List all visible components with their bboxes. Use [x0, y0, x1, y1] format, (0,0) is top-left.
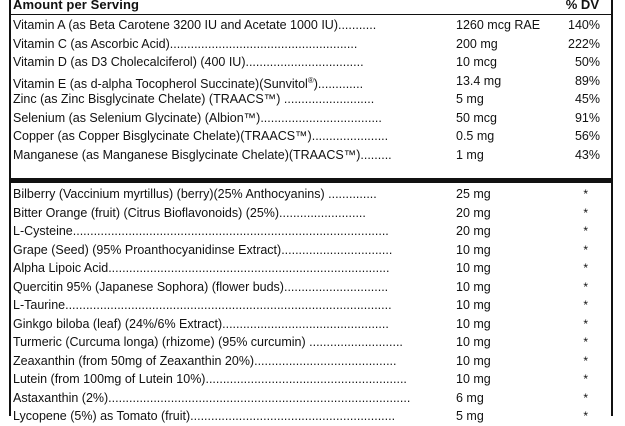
ingredient-name	[13, 222, 389, 240]
vitamin-row	[11, 146, 611, 165]
ingredient-name-text: Lycopene (5%) as Tomato (fruit)...........................................................	[13, 409, 396, 423]
ingredient-name	[13, 53, 364, 71]
ingredient-row	[11, 185, 611, 204]
ingredient-daily-value: 140%	[568, 18, 600, 32]
ingredient-amount: 10 mg	[456, 335, 491, 349]
ingredient-daily-value: 43%	[574, 147, 600, 162]
ingredient-row	[11, 259, 611, 278]
ingredient-amount: 10 mg	[456, 316, 491, 331]
registered-mark: ®	[307, 75, 314, 85]
ingredient-amount: 10 mg	[456, 242, 491, 257]
ingredient-name	[13, 16, 376, 34]
ingredient-name-text: Vitamin C (as Ascorbic Acid)......................................................	[13, 36, 358, 51]
ingredient-daily-value: *	[583, 353, 588, 368]
ingredient-name	[13, 127, 388, 145]
ingredient-name-text: Lutein (from 100mg of Lutein 10%)..........................................................	[13, 372, 407, 386]
ingredient-name-text: Turmeric (Curcuma longa) (rhizome) (95% curcumin) ...........................	[13, 335, 403, 349]
ingredient-name-text: Alpha Lipoic Acid.................................................................................	[13, 261, 390, 275]
ingredient-name-text: Bitter Orange (fruit) (Citrus Bioflavonoids) (25%).........................	[13, 205, 366, 220]
ingredient-name-text: Bilberry (Vaccinium myrtillus) (berry)(25% Anthocyanins) ..............	[13, 187, 377, 201]
supplement-facts-panel	[9, 0, 613, 423]
ingredient-amount: 1 mg	[456, 147, 484, 162]
ingredient-name-text: Quercitin 95% (Japanese Sophora) (flower buds)..............................	[13, 279, 389, 294]
ingredient-row	[11, 389, 611, 408]
vitamin-row	[11, 90, 611, 109]
vitamins-section	[11, 16, 611, 164]
ingredient-name-suffix: ).............	[313, 76, 364, 91]
other-ingredients-section	[11, 185, 611, 426]
ingredient-daily-value: *	[583, 316, 588, 331]
ingredient-daily-value: *	[583, 335, 588, 349]
ingredient-daily-value: 50%	[574, 55, 600, 69]
ingredient-daily-value: *	[583, 298, 588, 312]
vitamin-row	[11, 72, 611, 91]
ingredient-name-text: L-Taurine..............................................................................................	[13, 298, 392, 312]
ingredient-row	[11, 407, 611, 426]
vitamin-row	[11, 53, 611, 72]
ingredient-daily-value: 222%	[568, 36, 600, 51]
ingredient-row	[11, 222, 611, 241]
ingredient-row	[11, 241, 611, 260]
ingredient-amount: 200 mg	[456, 36, 498, 51]
ingredient-row	[11, 370, 611, 389]
ingredient-daily-value: 91%	[574, 110, 600, 125]
ingredient-name-text: L-Cysteine...........................................................................................	[13, 224, 389, 238]
ingredient-daily-value: *	[583, 372, 588, 386]
ingredient-name-text: Ginkgo biloba (leaf) (24%/6% Extract)................................................	[13, 316, 389, 331]
ingredient-name-text: Selenium (as Selenium Glycinate) (Albion™)...................................	[13, 110, 382, 125]
ingredient-name-text: Vitamin E (as d-alpha Tocopherol Succinate)(Sunvitol	[13, 76, 308, 91]
ingredient-name-text: Zeaxanthin (from 50mg of Zeaxanthin 20%).........................................	[13, 353, 397, 368]
vitamin-row	[11, 127, 611, 146]
ingredient-name	[13, 185, 377, 203]
ingredient-amount: 10 mg	[456, 298, 491, 312]
ingredient-amount: 0.5 mg	[456, 129, 495, 143]
ingredient-row	[11, 204, 611, 223]
ingredient-name-text: Grape (Seed) (95% Proanthocyanidinse Extract)................................	[13, 242, 393, 257]
ingredient-daily-value: 45%	[574, 92, 600, 106]
vitamin-row	[11, 35, 611, 54]
ingredient-name	[13, 35, 357, 53]
ingredient-amount: 20 mg	[456, 224, 491, 238]
ingredient-amount: 5 mg	[456, 409, 484, 423]
ingredient-name-text: Zinc (as Zinc Bisglycinate Chelate) (TRAACS™) ..........................	[13, 92, 375, 106]
ingredient-daily-value: *	[583, 261, 588, 275]
ingredient-amount: 10 mcg	[456, 55, 497, 69]
ingredient-name	[13, 407, 395, 425]
ingredient-row	[11, 296, 611, 315]
ingredient-name	[13, 90, 374, 108]
ingredient-name	[13, 352, 396, 370]
ingredient-name	[13, 333, 403, 351]
ingredient-name	[13, 241, 392, 259]
ingredient-row	[11, 352, 611, 371]
ingredient-row	[11, 333, 611, 352]
ingredient-amount: 1260 mcg RAE	[456, 18, 541, 32]
ingredient-name-text: Vitamin D (as D3 Cholecalciferol) (400 IU)..................................	[13, 55, 364, 69]
ingredient-name	[13, 370, 407, 388]
ingredient-daily-value: *	[583, 279, 588, 294]
ingredient-name-text: Astaxanthin (2%).......................................................................................	[13, 390, 411, 405]
ingredient-amount: 10 mg	[456, 279, 491, 294]
ingredient-amount: 50 mcg	[456, 110, 497, 125]
ingredient-name-text: Manganese (as Manganese Bisglycinate Chelate)(TRAACS™).........	[13, 147, 392, 162]
ingredient-daily-value: *	[583, 390, 588, 405]
amount-per-serving-heading: Amount per Serving	[13, 0, 140, 12]
ingredient-name	[13, 204, 366, 222]
ingredient-name	[13, 315, 389, 333]
ingredient-name-text: Vitamin A (as Beta Carotene 3200 IU and Acetate 1000 IU)...........	[13, 18, 377, 32]
ingredient-name-text: Copper (as Copper Bisglycinate Chelate)(TRAACS™)......................	[13, 129, 389, 143]
ingredient-amount: 10 mg	[456, 261, 491, 275]
ingredient-daily-value: *	[583, 409, 588, 423]
vitamin-row	[11, 16, 611, 35]
ingredient-amount: 25 mg	[456, 187, 491, 201]
ingredient-amount: 5 mg	[456, 92, 484, 106]
ingredient-daily-value: *	[583, 187, 588, 201]
ingredient-amount: 6 mg	[456, 390, 484, 405]
ingredient-name	[13, 389, 410, 407]
ingredient-daily-value: 56%	[574, 129, 600, 143]
ingredient-amount: 20 mg	[456, 205, 491, 220]
ingredient-name	[13, 278, 388, 296]
ingredient-amount: 10 mg	[456, 372, 491, 386]
ingredient-name	[13, 109, 382, 127]
ingredient-daily-value: 89%	[574, 73, 600, 88]
ingredient-amount: 10 mg	[456, 353, 491, 368]
table-header	[11, 0, 611, 15]
ingredient-name	[13, 296, 392, 314]
ingredient-name	[13, 146, 392, 164]
ingredient-daily-value: *	[583, 205, 588, 220]
ingredient-daily-value: *	[583, 242, 588, 257]
percent-dv-heading: % DV	[565, 0, 599, 12]
ingredient-amount: 13.4 mg	[456, 73, 502, 88]
ingredient-row	[11, 278, 611, 297]
section-divider	[11, 178, 611, 183]
ingredient-row	[11, 315, 611, 334]
ingredient-name	[13, 259, 390, 277]
vitamin-row	[11, 109, 611, 128]
ingredient-daily-value: *	[583, 224, 588, 238]
